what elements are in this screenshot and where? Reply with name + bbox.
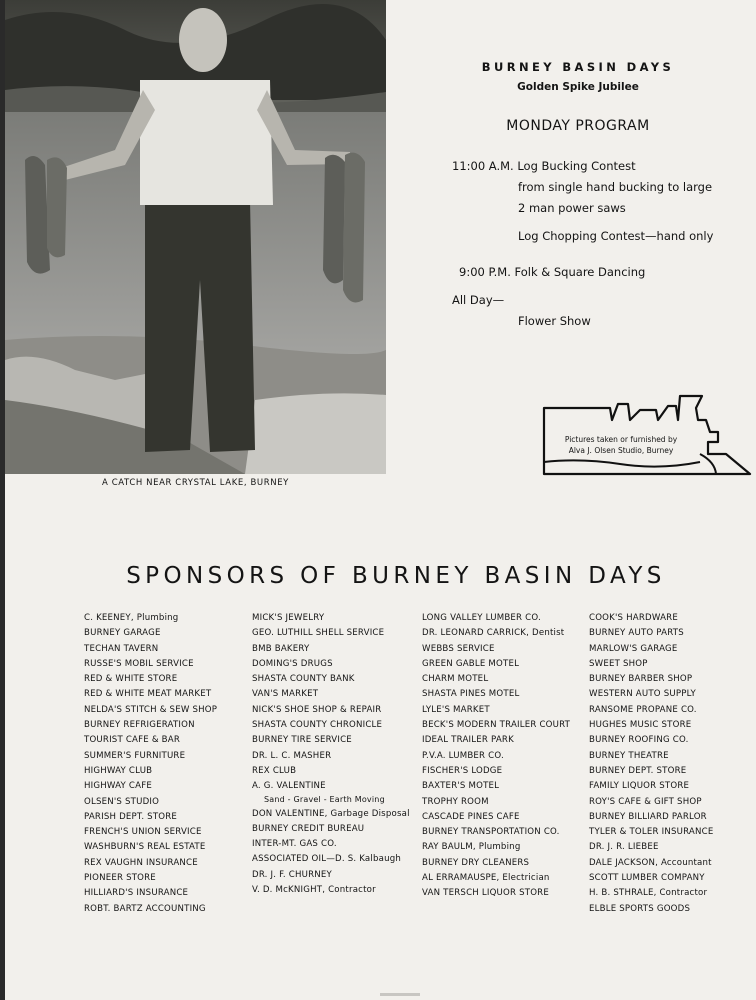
sponsors-title: SPONSORS OF BURNEY BASIN DAYS — [126, 563, 666, 589]
program-line: 9:00 P.M. Folk & Square Dancing — [459, 265, 646, 279]
sponsor-item: BURNEY DEPT. STORE — [589, 765, 687, 776]
sponsor-item: FAMILY LIQUOR STORE — [589, 781, 690, 792]
sponsor-item: SHASTA COUNTY CHRONICLE — [252, 720, 383, 731]
program-line: Log Chopping Contest—hand only — [518, 229, 714, 243]
sponsor-item: RED & WHITE MEAT MARKET — [84, 689, 212, 700]
sponsor-item: V. D. McKNIGHT, Contractor — [252, 885, 376, 896]
photo-caption: A CATCH NEAR CRYSTAL LAKE, BURNEY — [102, 478, 289, 488]
sponsor-item: IDEAL TRAILER PARK — [422, 735, 514, 746]
sponsor-item: RANSOME PROPANE CO. — [589, 704, 697, 715]
sponsor-item: BECK'S MODERN TRAILER COURT — [422, 720, 571, 731]
program-line: 11:00 A.M. Log Bucking Contest — [452, 159, 636, 173]
sponsor-item: CHARM MOTEL — [422, 674, 489, 685]
sponsor-item: BURNEY ROOFING CO. — [589, 735, 689, 746]
sponsor-item: RED & WHITE STORE — [84, 674, 178, 685]
sponsor-item: FRENCH'S UNION SERVICE — [84, 827, 202, 838]
sponsor-item: SUMMER'S FURNITURE — [84, 750, 186, 761]
sponsor-item: DON VALENTINE, Garbage Disposal — [252, 808, 410, 819]
sponsor-item: HIGHWAY CAFE — [84, 781, 152, 792]
event-subtitle: Golden Spike Jubilee — [517, 81, 639, 93]
sponsor-item: FISCHER'S LODGE — [422, 765, 503, 776]
sponsor-item: DR. J. R. LIEBEE — [589, 842, 659, 853]
sponsor-item: C. KEENEY, Plumbing — [84, 613, 179, 623]
sponsor-item: H. B. STHRALE, Contractor — [589, 888, 708, 899]
sponsor-item: P.V.A. LUMBER CO. — [422, 750, 504, 761]
sponsor-item: RAY BAULM, Plumbing — [422, 842, 521, 853]
sponsor-item: VAN TERSCH LIQUOR STORE — [422, 888, 549, 899]
sponsor-item: ROY'S CAFE & GIFT SHOP — [589, 796, 702, 807]
credit-line: Alva J. Olsen Studio, Burney — [568, 446, 674, 455]
sponsor-item: GEO. LUTHILL SHELL SERVICE — [252, 628, 385, 639]
sponsor-item: BURNEY GARAGE — [84, 628, 161, 639]
credit-line: Pictures taken or furnished by — [564, 435, 678, 444]
sponsor-item: VAN'S MARKET — [252, 689, 319, 700]
sponsor-item: TROPHY ROOM — [422, 796, 489, 807]
sponsor-item: BURNEY BILLIARD PARLOR — [589, 811, 707, 822]
sponsor-item: BURNEY THEATRE — [589, 750, 669, 761]
sponsor-item: LYLE'S MARKET — [422, 704, 490, 715]
sponsor-item: BMB BAKERY — [252, 643, 310, 654]
program-line: 2 man power saws — [518, 201, 626, 215]
sponsor-item: DR. LEONARD CARRICK, Dentist — [422, 628, 565, 639]
sponsor-item: ASSOCIATED OIL—D. S. Kalbaugh — [252, 854, 402, 865]
sponsor-item: A. G. VALENTINE — [252, 781, 326, 792]
sponsor-item: AL ERRAMAUSPE, Electrician — [422, 873, 550, 884]
program-line: All Day— — [452, 293, 505, 307]
sponsor-item: CASCADE PINES CAFE — [422, 811, 520, 822]
sponsor-item: REX CLUB — [252, 765, 297, 776]
sponsor-item-detail: Sand - Gravel - Earth Moving — [264, 794, 385, 804]
sponsor-item: BURNEY TIRE SERVICE — [252, 735, 352, 746]
sponsor-item: NICK'S SHOE SHOP & REPAIR — [252, 704, 382, 715]
program-line: Flower Show — [518, 314, 591, 328]
event-name: BURNEY BASIN DAYS — [481, 60, 675, 74]
sponsor-item: DR. L. C. MASHER — [252, 750, 332, 761]
sponsor-item: HUGHES MUSIC STORE — [589, 720, 692, 731]
sponsor-item: BURNEY BARBER SHOP — [589, 674, 693, 685]
sponsor-item: ELBLE SPORTS GOODS — [589, 903, 691, 914]
sponsor-item: SWEET SHOP — [589, 658, 648, 669]
sponsor-item: REX VAUGHN INSURANCE — [84, 857, 198, 868]
sponsor-item: SHASTA COUNTY BANK — [252, 674, 355, 685]
sponsor-item: DALE JACKSON, Accountant — [589, 857, 712, 868]
sponsor-item: WASHBURN'S REAL ESTATE — [84, 842, 206, 853]
sponsor-column-3 — [422, 611, 570, 902]
sponsor-column-1 — [84, 611, 217, 917]
sponsor-item: WEBBS SERVICE — [422, 643, 495, 654]
sponsor-item: BURNEY REFRIGERATION — [84, 720, 195, 731]
program-title: MONDAY PROGRAM — [506, 118, 650, 134]
sponsor-item: SHASTA PINES MOTEL — [422, 689, 520, 700]
sponsor-item: LONG VALLEY LUMBER CO. — [422, 613, 541, 623]
sponsor-item: TOURIST CAFE & BAR — [84, 735, 181, 746]
sponsor-item: ROBT. BARTZ ACCOUNTING — [84, 903, 206, 914]
sponsor-item: TECHAN TAVERN — [84, 643, 159, 654]
sponsor-item: PIONEER STORE — [84, 873, 156, 884]
photo-fisherman — [5, 0, 386, 474]
sponsor-item: GREEN GABLE MOTEL — [422, 658, 520, 669]
sponsor-item: PARISH DEPT. STORE — [84, 811, 178, 822]
sponsor-item: BURNEY AUTO PARTS — [589, 628, 684, 639]
program-line: from single hand bucking to large — [518, 180, 713, 194]
sponsor-column-4 — [589, 611, 713, 917]
page-footer-mark — [380, 993, 420, 996]
sponsor-item: BURNEY DRY CLEANERS — [422, 857, 530, 868]
sponsor-item: NELDA'S STITCH & SEW SHOP — [84, 704, 218, 715]
sponsor-item: WESTERN AUTO SUPPLY — [589, 689, 696, 700]
sponsor-item: MARLOW'S GARAGE — [589, 643, 678, 654]
sponsor-item: MICK'S JEWELRY — [252, 613, 325, 623]
sponsor-item: BURNEY TRANSPORTATION CO. — [422, 827, 560, 838]
sponsor-item: DR. J. F. CHURNEY — [252, 869, 332, 880]
sponsor-item: RUSSE'S MOBIL SERVICE — [84, 658, 194, 669]
sponsor-item: COOK'S HARDWARE — [589, 613, 678, 623]
sponsor-item: HIGHWAY CLUB — [84, 765, 153, 776]
sponsor-item: OLSEN'S STUDIO — [84, 796, 160, 807]
photo-credit — [546, 434, 696, 456]
sponsor-item: TYLER & TOLER INSURANCE — [589, 827, 714, 838]
sponsor-item: BURNEY CREDIT BUREAU — [252, 823, 365, 834]
sponsor-item: SCOTT LUMBER COMPANY — [589, 873, 705, 884]
sponsor-item: INTER-MT. GAS CO. — [252, 839, 337, 850]
sponsor-column-2 — [252, 611, 410, 898]
sponsor-item: HILLIARD'S INSURANCE — [84, 888, 189, 899]
sponsor-item: BAXTER'S MOTEL — [422, 781, 500, 792]
sponsor-item: DOMING'S DRUGS — [252, 658, 333, 669]
